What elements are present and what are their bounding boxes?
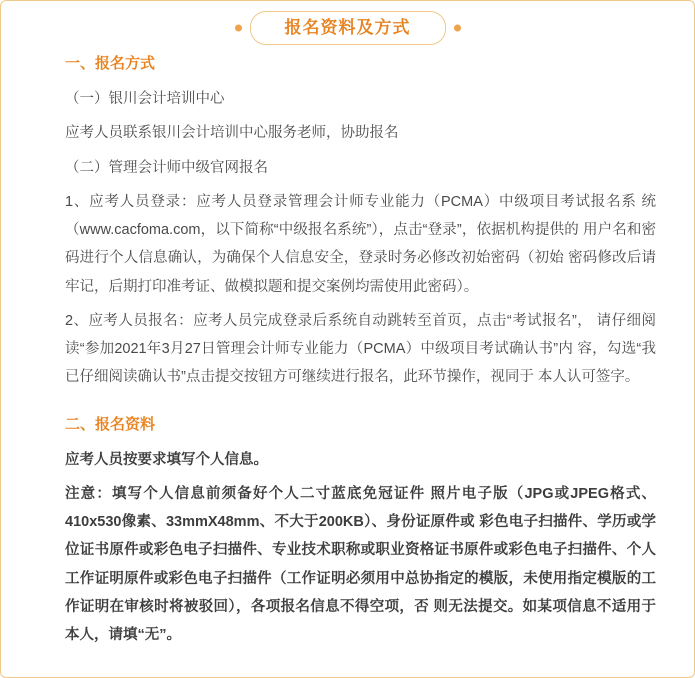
card-title-pill xyxy=(250,11,446,45)
section-heading-registration-method: 一、报名方式 xyxy=(65,55,156,72)
section-heading-registration-materials: 二、报名资料 xyxy=(65,415,156,433)
paragraph-step-1-login: 1、应考人员登录：应考人员登录管理会计师专业能力（PCMA）中级项目考试报名系 统（www.cacfoma.com，以下简称“中级报名系统”），点击“登录”，依据机构提供的 用户名和密码进行个人信息确认，为确保个人信息安全，登录时务必修改初始密码（初始 密码修改后请牢记，后期打印准考证、做模拟题和提交案例均需使用此密码）。 xyxy=(65,193,656,295)
card-title-text: 报名资料及方式 xyxy=(284,17,411,37)
paragraph-materials-notice: 注意：填写个人信息前须备好个人二寸蓝底免冠证件 照片电子版（JPG或JPEG格式、410x530像素、33mmX48mm、不大于200KB）、身份证原件或 彩色电子扫描件、学历或学位证书原件或彩色电子扫描件、专业技术职称或职业资格证书原件或彩色电子扫描件、个人工作证明原件或彩色电子扫描件（工作证明必须用中总协指定的模版，未使用指定模版的工作证明在审核时将被驳回），各项报名信息不得空项，否 则无法提交。如某项信息不适用于本人，请填“无”。 xyxy=(65,485,656,644)
paragraph-step-2-signup: 2、应考人员报名：应考人员完成登录后系统自动跳转至首页，点击“考试报名”， 请仔细阅读“参加2021年3月27日管理会计师专业能力（PCMA）中级项目考试确认书”内 容，勾选“我已仔细阅读确认书”点击提交按钮方可继续进行报名，此环节操作，视同于 本人认可签字。 xyxy=(65,312,656,386)
card-body xyxy=(39,49,656,650)
paragraph-method-option-1: （一）银川会计培训中心 xyxy=(65,91,225,107)
decorative-dot-left-icon xyxy=(235,24,242,31)
paragraph-method-option-1-detail: 应考人员联系银川会计培训中心服务老师，协助报名 xyxy=(65,125,399,142)
paragraph-method-option-2: （二）管理会计师中级官网报名 xyxy=(65,159,268,176)
card-title-container xyxy=(1,0,694,56)
decorative-dot-right-icon xyxy=(454,24,461,31)
paragraph-fill-personal-info: 应考人员按要求填写个人信息。 xyxy=(65,451,268,468)
